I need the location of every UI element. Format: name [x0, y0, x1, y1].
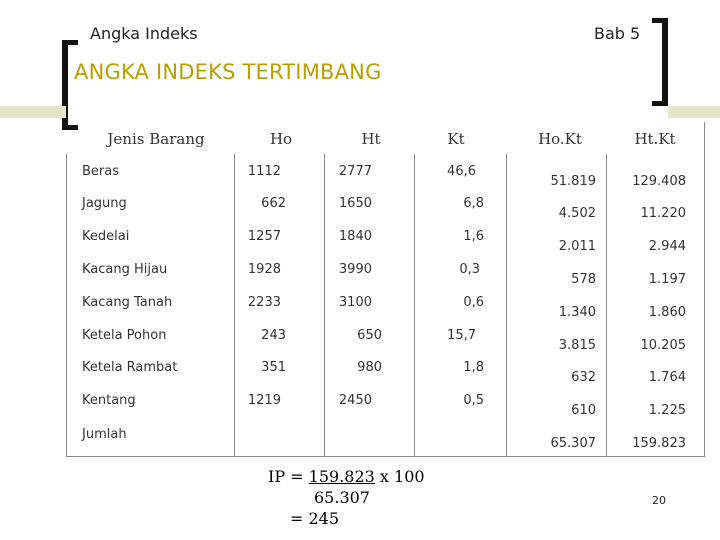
row-name: Kentang: [82, 393, 136, 408]
row-ht: 3100: [338, 295, 372, 310]
col-header-ht: Ht: [361, 130, 381, 148]
row-ht: 980: [357, 360, 382, 375]
formula-result: = 245: [290, 509, 340, 528]
right-bracket-bottom: [652, 101, 668, 106]
row-ht: 3990: [338, 262, 372, 277]
col-header-hokt: Ho.Kt: [538, 130, 582, 148]
row-name: Kacang Hijau: [82, 262, 168, 277]
row-kt: 1,8: [463, 360, 484, 375]
row-htkt: 1.225: [648, 403, 686, 418]
row-ht: 2450: [338, 393, 372, 408]
row-ht: 650: [357, 328, 382, 343]
row-name: Ketela Pohon: [82, 328, 167, 343]
row-kt: 0,5: [463, 393, 484, 408]
col-header-kt: Kt: [447, 130, 465, 148]
row-name: Beras: [82, 164, 120, 179]
row-ht: 1650: [338, 196, 372, 211]
row-ho: 662: [261, 196, 286, 211]
row-hokt: 610: [571, 403, 596, 418]
page-number: 20: [652, 494, 666, 507]
row-name: Kacang Tanah: [82, 295, 173, 310]
row-ho: 2233: [247, 295, 281, 310]
row-htkt: 10.205: [640, 338, 686, 353]
col-header-htkt: Ht.Kt: [634, 130, 676, 148]
row-kt: 15,7: [447, 328, 476, 343]
row-hokt: 632: [571, 370, 596, 385]
row-htkt: 1.860: [648, 305, 686, 320]
row-kt: 46,6: [447, 164, 476, 179]
header-accent-bar: [0, 106, 66, 118]
formula-numerator: 159.823: [308, 467, 375, 486]
row-htkt: 1.197: [648, 272, 686, 287]
row-htkt: 2.944: [648, 239, 686, 254]
total-hokt: 65.307: [550, 436, 596, 451]
row-hokt: 4.502: [558, 206, 596, 221]
row-htkt: 1.764: [648, 370, 686, 385]
row-hokt: 3.815: [558, 338, 596, 353]
total-htkt: 159.823: [632, 436, 686, 451]
chapter-topic: Angka Indeks: [90, 24, 198, 43]
row-hokt: 1.340: [558, 305, 596, 320]
col-divider: [414, 154, 415, 456]
header-accent-bar-right: [668, 106, 720, 118]
formula-denominator: 65.307: [314, 488, 370, 507]
row-name: Ketela Rambat: [82, 360, 178, 375]
row-name: Kedelai: [82, 229, 130, 244]
row-htkt: 129.408: [632, 174, 686, 189]
index-formula: [268, 466, 425, 529]
formula-prefix: IP =: [268, 467, 309, 486]
row-hokt: 2.011: [558, 239, 596, 254]
right-bracket-vertical: [662, 18, 668, 106]
row-ho: 243: [261, 328, 286, 343]
row-kt: 0,3: [459, 262, 480, 277]
total-label: Jumlah: [82, 427, 127, 442]
row-ho: 1928: [247, 262, 281, 277]
right-bracket-top: [652, 18, 668, 23]
row-kt: 6,8: [463, 196, 484, 211]
row-name: Jagung: [82, 196, 127, 211]
row-ht: 1840: [338, 229, 372, 244]
slide-title: ANGKA INDEKS TERTIMBANG: [74, 60, 382, 84]
col-header-ho: Ho: [269, 130, 293, 148]
left-bracket-top: [62, 40, 78, 45]
row-kt: 1,6: [463, 229, 484, 244]
row-htkt: 11.220: [640, 206, 686, 221]
table-left-border: [66, 154, 67, 456]
row-hokt: 51.819: [550, 174, 596, 189]
col-header-jenis-barang: Jenis Barang: [107, 130, 205, 148]
row-ho: 1219: [247, 393, 281, 408]
formula-times: x 100: [374, 467, 425, 486]
row-ho: 1257: [247, 229, 281, 244]
row-hokt: 578: [571, 272, 596, 287]
index-table: [66, 122, 705, 457]
row-kt: 0,6: [463, 295, 484, 310]
chapter-number: Bab 5: [594, 24, 641, 43]
row-ht: 2777: [338, 164, 372, 179]
row-ho: 1112: [247, 164, 281, 179]
row-ho: 351: [261, 360, 286, 375]
